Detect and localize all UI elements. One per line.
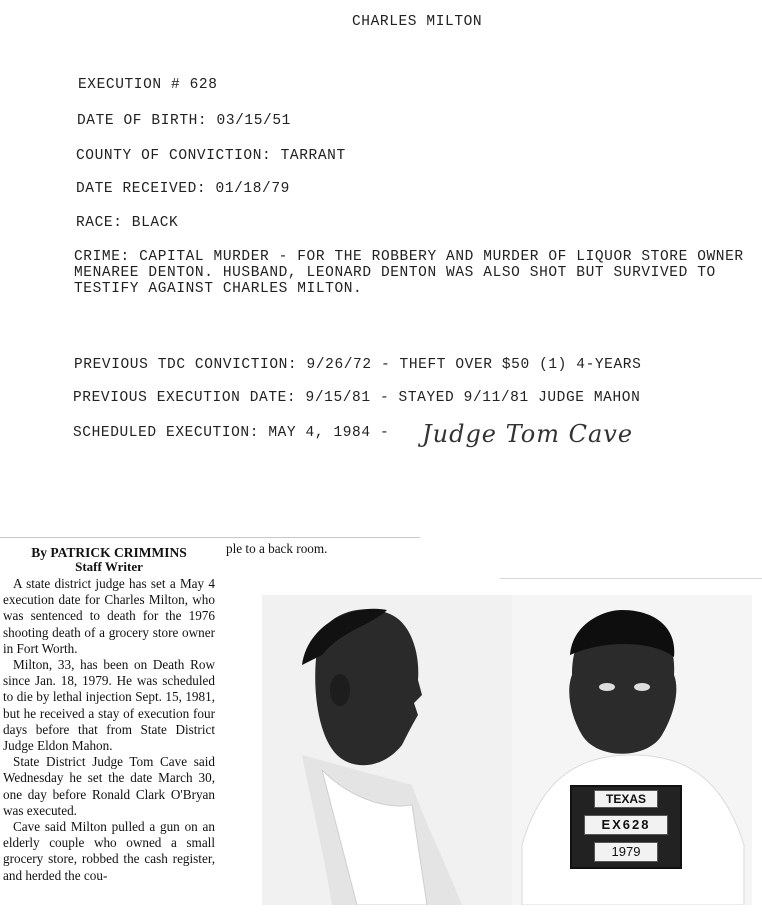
news-paragraph: Milton, 33, has been on Death Row since Jan. 18, 1979. He was scheduled to die by lethal injection Sept. 15, 1981, but he received a stay of execution four days before that from State District Judge Eldon Mahon.: [3, 657, 215, 754]
byline: By PATRICK CRIMMINS: [31, 545, 187, 560]
mugshot-front-photo: [512, 595, 752, 905]
handwritten-judge-note: Judge Tom Cave: [422, 420, 634, 448]
date-of-birth: DATE OF BIRTH: 03/15/51: [77, 113, 291, 129]
news-paragraph: A state district judge has set a May 4 execution date for Charles Milton, who was sentenced to death for the 1976 shooting death of a grocery store owner in Fort Worth.: [3, 576, 215, 656]
placard-year: 1979: [594, 842, 658, 862]
mugshot-profile-photo: [262, 595, 512, 905]
placard-number: EX628: [584, 815, 668, 835]
clipping-edge: [500, 578, 762, 579]
crime-description: CRIME: CAPITAL MURDER - FOR THE ROBBERY AND MURDER OF LIQUOR STORE OWNER MENAREE DENTON. HUSBAND, LEONARD DENTON WAS ALSO SHOT BUT SURVIVED TO TESTIFY AGAINST CHARLES MILTON.: [74, 249, 744, 297]
news-column: [3, 545, 215, 884]
news-paragraph: State District Judge Tom Cave said Wednesday he set the date March 30, one day before Ronald Clark O'Bryan was executed.: [3, 754, 215, 818]
byline-role: Staff Writer: [75, 559, 143, 574]
news-paragraph: Cave said Milton pulled a gun on an elderly couple who owned a small grocery store, robbed the cash register, and herded the cou-: [3, 819, 215, 883]
county-of-conviction: COUNTY OF CONVICTION: TARRANT: [76, 148, 346, 164]
race: RACE: BLACK: [76, 215, 179, 231]
booking-placard: [570, 785, 682, 869]
inmate-name-title: CHARLES MILTON: [352, 14, 483, 30]
scheduled-execution: SCHEDULED EXECUTION: MAY 4, 1984 -: [73, 425, 390, 441]
execution-number: EXECUTION # 628: [78, 77, 218, 93]
previous-tdc-conviction: PREVIOUS TDC CONVICTION: 9/26/72 - THEFT OVER $50 (1) 4-YEARS: [74, 357, 642, 373]
previous-execution-date: PREVIOUS EXECUTION DATE: 9/15/81 - STAYED 9/11/81 JUDGE MAHON: [73, 390, 641, 406]
news-continuation: ple to a back room.: [226, 541, 328, 556]
clipping-edge: [0, 537, 420, 538]
date-received: DATE RECEIVED: 01/18/79: [76, 181, 290, 197]
placard-state: TEXAS: [594, 790, 658, 808]
